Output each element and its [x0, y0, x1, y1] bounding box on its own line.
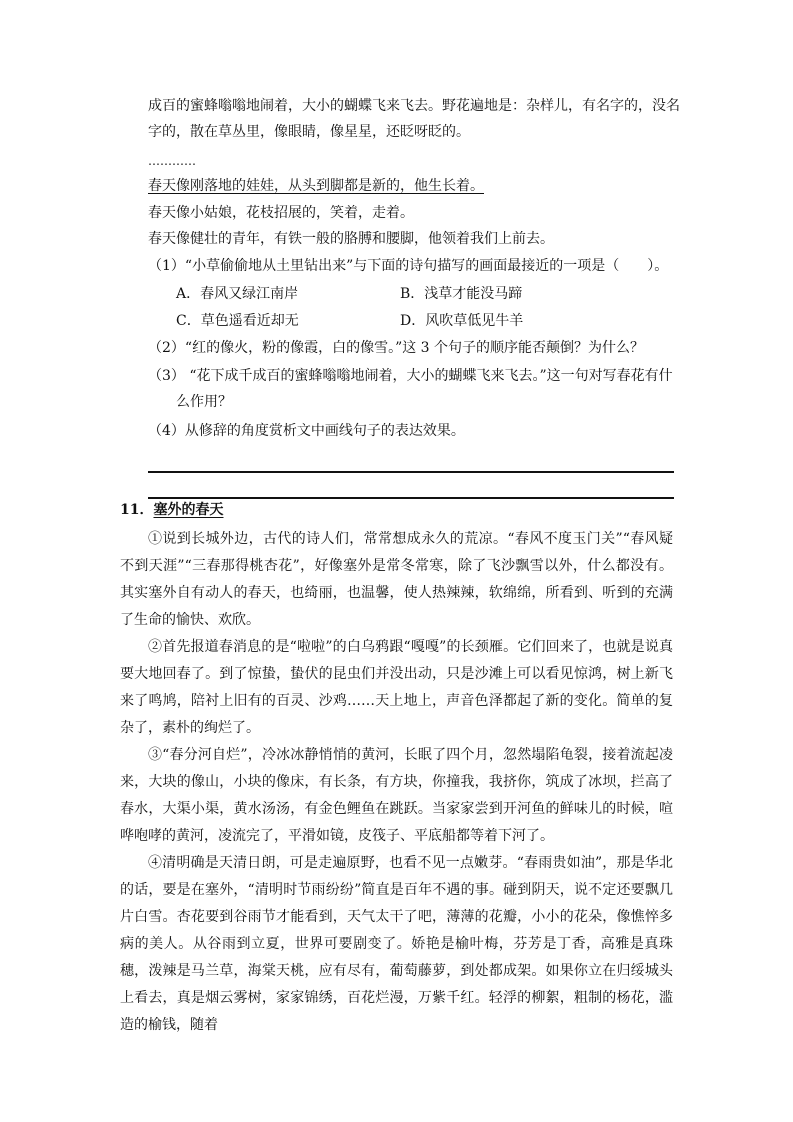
passage-ellipsis: ………… — [148, 154, 196, 168]
question-1-option-b: B．浅草才能没马蹄 — [400, 286, 523, 302]
article-paragraph-2: ②首先报道春消息的是“啦啦”的白乌鸦跟“嘎嘎”的长颈雁。它们回来了，也就是说真要大地回春了。到了惊蛰，蛰伏的昆虫们并没出动，只是沙滩上可以看见惊鸿，树上新飞来了鸣鸠，陪衬上旧有的百灵、沙鸡……天上地上，声音色泽都起了新的变化。简单的复杂了，素朴的绚烂了。 — [120, 639, 673, 736]
question-3-line-1: （3） “花下成千成百的蜜蜂嗡嗡地闹着，大小的蝴蝶飞来飞去。”这一句对写春花有什 — [148, 368, 673, 384]
section-title: 塞外的春天 — [153, 502, 224, 518]
passage-underlined-sentence: 春天像刚落地的娃娃，从头到脚都是新的，他生长着。 — [148, 178, 484, 194]
question-3-line-2: 么作用？ — [176, 394, 232, 410]
article-body — [120, 526, 673, 1039]
article-paragraph-4: ④清明确是天清日朗，可是走遍原野，也看不见一点嫩芽。“春雨贵如油”，那是华北的话，要是在塞外，“清明时节雨纷纷”简直是百年不遇的事。碰到阴天，说不定还要飘几片白雪。杏花要到谷雨节才能看到，天气太干了吧，薄薄的花瓣，小小的花朵，像憔悴多病的美人。从谷雨到立夏，世界可要剧变了。娇艳是榆叶梅，芬芳是丁香，高雅是真珠穗，泼辣是马兰草，海棠天桃，应有尽有，葡萄藤萝，到处都成架。如果你立在归绥城头上看去，真是烟云雾树，家家锦绣，百花烂漫，万紫千红。轻浮的柳絮，粗制的杨花，滥造的榆钱，随着 — [120, 855, 673, 1033]
passage-line-5: 春天像小姑娘，花枝招展的，笑着，走着。 — [148, 205, 414, 221]
passage-line-2: 字的，散在草丛里，像眼睛，像星星，还眨呀眨的。 — [148, 124, 470, 140]
section-heading — [120, 500, 223, 520]
question-4: （4）从修辞的角度赏析文中画线句子的表达效果。 — [148, 423, 465, 439]
section-number: 11． — [120, 502, 154, 518]
question-2: （2）“红的像火，粉的像霞，白的像雪。”这 3 个句子的顺序能否颠倒？为什么？ — [148, 340, 645, 356]
question-1: （1）“小草偷偷地从土里钻出来”与下面的诗句描写的画面最接近的一项是（ ）。 — [148, 258, 669, 274]
question-1-option-a: A．春风又绿江南岸 — [176, 286, 299, 302]
question-1-option-d: D．风吹草低见牛羊 — [400, 313, 524, 329]
passage-line-6: 春天像健壮的青年，有铁一般的胳膊和腰脚，他领着我们上前去。 — [148, 231, 554, 247]
passage-line-1: 成百的蜜蜂嗡嗡地闹着，大小的蝴蝶飞来飞去。野花遍地是：杂样儿，有名字的，没名 — [148, 98, 680, 114]
question-1-option-c: C．草色遥看近却无 — [176, 313, 299, 329]
answer-line-1 — [148, 471, 674, 473]
article-paragraph-3: ③“春分河自烂”，冷冰冰静悄悄的黄河，长眠了四个月，忽然塌陷龟裂，接着流起凌来，大块的像山，小块的像床，有长条，有方块，你撞我，我挤你，筑成了冰坝，拦高了春水，大渠小渠，黄水汤汤，有金色鲤鱼在跳跃。当家家尝到开河鱼的鲜味儿的时候，喧哗咆哮的黄河，凌流完了，平滑如镜，皮筏子、平底船都等着下河了。 — [120, 747, 673, 844]
article-paragraph-1: ①说到长城外边，古代的诗人们，常常想成永久的荒凉。“春风不度玉门关”“春风疑不到天涯”“三春那得桃杏花”，好像塞外是常冬常寒，除了飞沙飘雪以外，什么都没有。其实塞外自有动人的春天，也绮丽，也温馨，使人热辣辣，软绵绵，所看到、听到的充满了生命的愉快、欢欣。 — [120, 531, 673, 628]
answer-line-2 — [148, 497, 674, 499]
